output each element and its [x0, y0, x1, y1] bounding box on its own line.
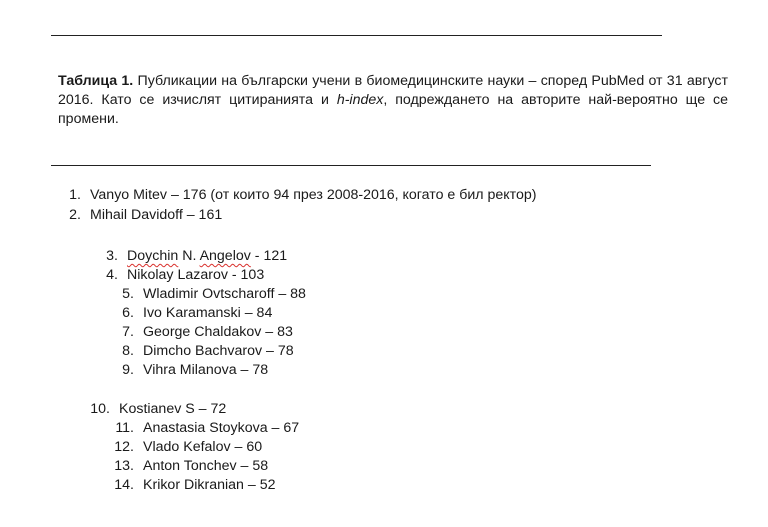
list-item-text: Vihra Milanova – 78 — [143, 362, 269, 378]
list-item-number: 9. — [122, 362, 134, 378]
list-item-text: Mihail Davidoff – 161 — [90, 207, 223, 223]
list-item — [61, 206, 222, 225]
list-item — [88, 247, 287, 266]
caption-text-start: Публикации на български учени в биомедицинските науки – според PubMed от 31 август 2016. Като се изчислят цитиранията и — [58, 73, 728, 108]
list-item-text: Vanyo Mitev – 176 (от които 94 през 2008-2016, когато е бил ректор) — [90, 187, 537, 203]
list-item — [80, 400, 226, 419]
list-item-text: Kostianev S – 72 — [119, 401, 227, 417]
list-item-text: Krikor Dikranian – 52 — [143, 477, 276, 493]
list-item — [104, 457, 268, 476]
caption-label: Таблица 1. — [58, 73, 134, 89]
list-item-number: 3. — [106, 248, 118, 264]
list-item — [104, 323, 293, 342]
list-item-number: 8. — [122, 343, 134, 359]
list-item — [104, 438, 262, 457]
list-item — [104, 476, 275, 495]
list-item-number: 11. — [115, 420, 134, 436]
caption-italic-term: h-index — [336, 92, 384, 108]
list-item-text: Nikolay Lazarov - 103 — [127, 267, 265, 283]
caption-text-end: , подреждането на авторите най-вероятно ще се промени. — [58, 92, 728, 127]
list-item-text: N. — [178, 248, 200, 264]
list-item — [104, 342, 294, 361]
list-item — [88, 266, 264, 285]
list-item — [61, 186, 537, 205]
list-item-number: 14. — [114, 477, 134, 493]
list-item-number: 13. — [114, 458, 134, 474]
bottom-horizontal-rule — [51, 165, 651, 166]
list-item-number: 5. — [122, 286, 134, 302]
list-item-text: - 121 — [250, 248, 288, 264]
spellcheck-flagged-word: Doychin — [127, 248, 179, 264]
list-item-text: Anton Tonchev – 58 — [143, 458, 269, 474]
list-item-text: Dimcho Bachvarov – 78 — [143, 343, 294, 359]
top-horizontal-rule — [51, 35, 662, 36]
list-item — [104, 304, 272, 323]
spellcheck-flagged-word: Angelov — [199, 248, 251, 264]
list-item — [104, 361, 268, 380]
list-item-number: 10. — [90, 401, 110, 417]
list-item-number: 1. — [69, 187, 81, 203]
list-item-number: 2. — [69, 207, 81, 223]
list-item-text: Wladimir Ovtscharoff – 88 — [143, 286, 306, 302]
list-item — [104, 419, 299, 438]
list-item-number: 12. — [114, 439, 134, 455]
list-item-number: 7. — [122, 324, 134, 340]
list-item-number: 6. — [122, 305, 134, 321]
list-item-text: Ivo Karamanski – 84 — [143, 305, 273, 321]
list-item-text: George Chaldakov – 83 — [143, 324, 293, 340]
table-caption — [58, 72, 728, 129]
list-item-text: Anastasia Stoykova – 67 — [143, 420, 300, 436]
list-item — [104, 285, 306, 304]
list-item-number: 4. — [106, 267, 118, 283]
list-item-text: Vlado Kefalov – 60 — [143, 439, 263, 455]
